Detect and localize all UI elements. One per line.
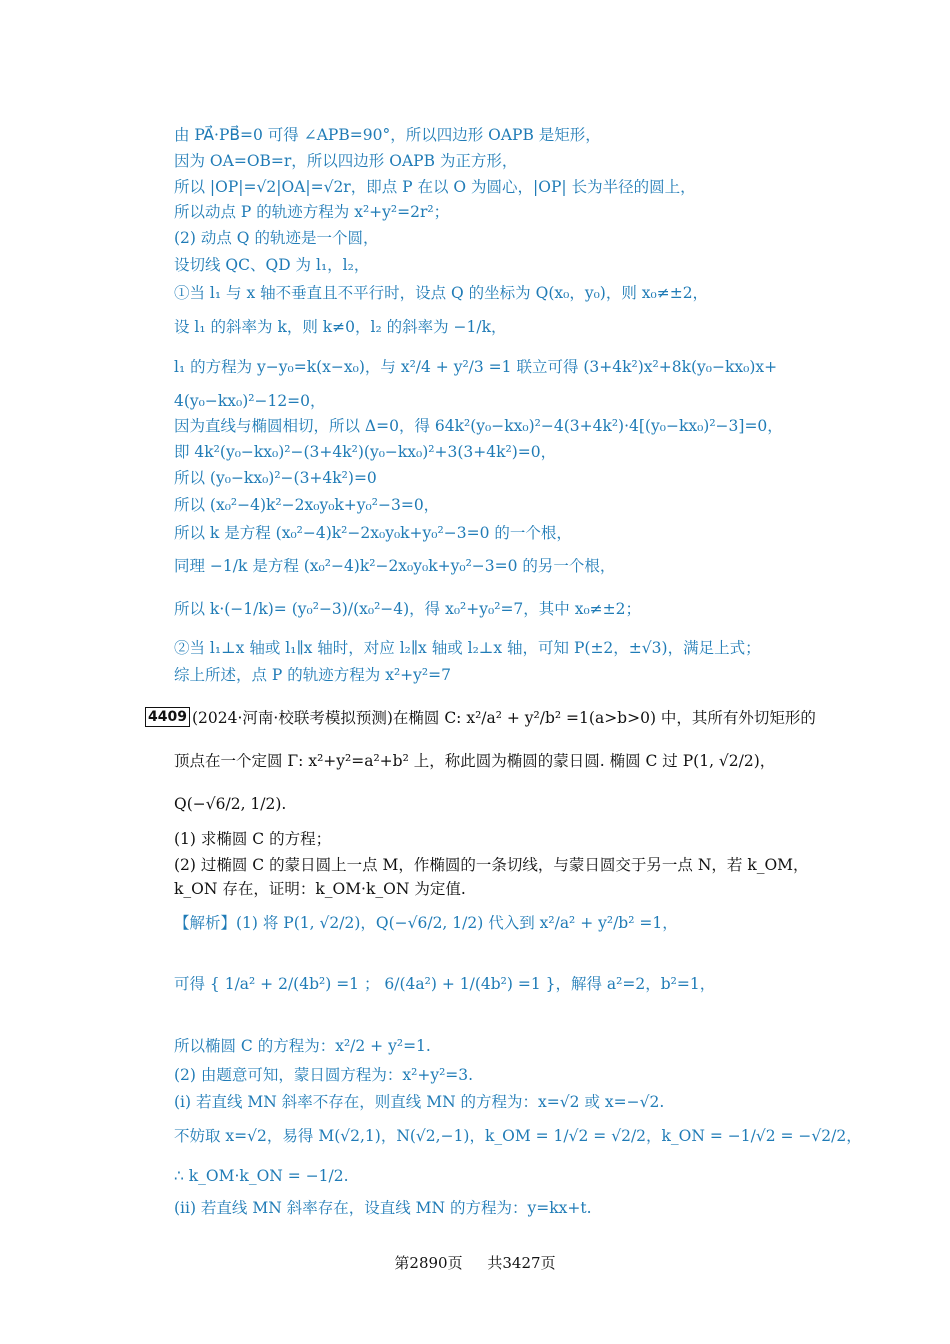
solution-line: (2) 动点 Q 的轨迹是一个圆， — [174, 229, 379, 247]
solution-line: ∴ k_OM·k_ON = −1/2. — [174, 1167, 349, 1185]
solution-line: ②当 l₁⊥x 轴或 l₁∥x 轴时，对应 l₂∥x 轴或 l₂⊥x 轴，可知 P(±2，±√3)，满足上式； — [174, 639, 761, 657]
solution-line: 因为 OA=OB=r，所以四边形 OAPB 为正方形， — [174, 152, 518, 170]
solution-line: 即 4k²(y₀−kx₀)²−(3+4k²)(y₀−kx₀)²+3(3+4k²)=0， — [174, 443, 557, 461]
solution-line: (2) 由题意可知，蒙日圆方程为：x²+y²=3. — [174, 1066, 474, 1084]
solution-line: 因为直线与椭圆相切，所以 Δ=0，得 64k²(y₀−kx₀)²−4(3+4k²)·4[(y₀−kx₀)²−3]=0， — [174, 417, 783, 435]
solution-line: ①当 l₁ 与 x 轴不垂直且不平行时，设点 Q 的坐标为 Q(x₀，y₀)，则 x₀≠±2， — [174, 284, 709, 302]
solution-line: (ii) 若直线 MN 斜率存在，设直线 MN 的方程为：y=kx+t. — [174, 1199, 592, 1217]
problem-line: (1) 求椭圆 C 的方程； — [174, 830, 332, 848]
solution-line: 所以椭圆 C 的方程为：x²/2 + y²=1. — [174, 1037, 431, 1055]
problem-line: (2) 过椭圆 C 的蒙日圆上一点 M，作椭圆的一条切线，与蒙日圆交于另一点 N，若 k_OM， — [174, 856, 809, 874]
problem-number-badge: 4409 — [145, 707, 190, 727]
solution-line: 不妨取 x=√2，易得 M(√2,1)，N(√2,−1)，k_OM = 1/√2 = √2/2，k_ON = −1/√2 = −√2/2， — [174, 1127, 862, 1145]
solution-line: 同理 −1/k 是方程 (x₀²−4)k²−2x₀y₀k+y₀²−3=0 的另一个根， — [174, 557, 616, 575]
solution-line: 由 PA⃗·PB⃗=0 可得 ∠APB=90°，所以四边形 OAPB 是矩形， — [174, 126, 601, 144]
solution-line: (i) 若直线 MN 斜率不存在，则直线 MN 的方程为：x=√2 或 x=−√2. — [174, 1093, 665, 1111]
solution-line: 设切线 QC、QD 为 l₁，l₂， — [174, 256, 370, 274]
solution-line: 4(y₀−kx₀)²−12=0， — [174, 392, 326, 410]
problem-line: 顶点在一个定圆 Γ: x²+y²=a²+b² 上，称此圆为椭圆的蒙日圆. 椭圆 C 过 P(1, √2/2)， — [174, 752, 776, 770]
problem-line: k_ON 存在，证明：k_OM·k_ON 为定值. — [174, 880, 466, 898]
problem-line: Q(−√6/2, 1/2). — [174, 795, 287, 813]
solution-line: 所以 k·(−1/k)= (y₀²−3)/(x₀²−4)，得 x₀²+y₀²=7，其中 x₀≠±2； — [174, 600, 642, 618]
solution-line: 所以 |OP|=√2|OA|=√2r，即点 P 在以 O 为圆心，|OP| 长为半径的圆上， — [174, 178, 696, 196]
page-number: 第2890页 — [394, 1254, 463, 1272]
problem-line: (2024·河南·校联考模拟预测)在椭圆 C: x²/a² + y²/b² =1(a>b>0) 中，其所有外切矩形的 — [192, 709, 816, 727]
solution-line: 所以 k 是方程 (x₀²−4)k²−2x₀y₀k+y₀²−3=0 的一个根， — [174, 524, 572, 542]
solution-line: 【解析】(1) 将 P(1, √2/2)，Q(−√6/2, 1/2) 代入到 x²/a² + y²/b² =1， — [174, 914, 678, 932]
solution-line: 综上所述，点 P 的轨迹方程为 x²+y²=7 — [174, 666, 451, 684]
total-pages: 共3427页 — [487, 1254, 556, 1272]
solution-line: 可得 { 1/a² + 2/(4b²) =1 ； 6/(4a²) + 1/(4b²) =1 }，解得 a²=2，b²=1， — [174, 975, 716, 993]
solution-line: 设 l₁ 的斜率为 k，则 k≠0，l₂ 的斜率为 −1/k， — [174, 318, 507, 336]
page-footer — [0, 1252, 950, 1273]
solution-line: 所以动点 P 的轨迹方程为 x²+y²=2r²； — [174, 203, 450, 221]
solution-line: l₁ 的方程为 y−y₀=k(x−x₀)，与 x²/4 + y²/3 =1 联立可得 (3+4k²)x²+8k(y₀−kx₀)x+ — [174, 358, 778, 376]
solution-line: 所以 (x₀²−4)k²−2x₀y₀k+y₀²−3=0， — [174, 496, 440, 514]
solution-line: 所以 (y₀−kx₀)²−(3+4k²)=0 — [174, 469, 377, 487]
